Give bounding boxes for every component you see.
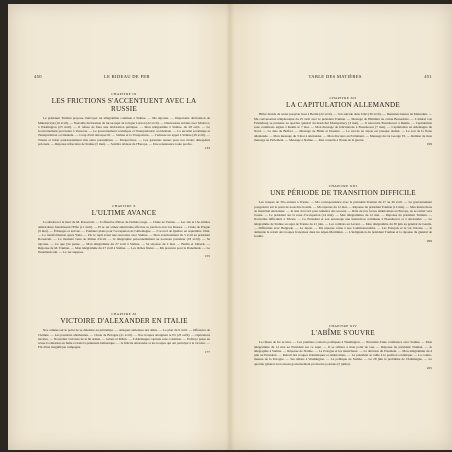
chapter-xii xyxy=(254,96,432,146)
chapter-page-ref: 199 xyxy=(426,142,432,146)
left-running-title: LE RIDEAU DE FER xyxy=(104,74,150,79)
chapter-label: CHAPITRE XIII xyxy=(328,184,358,188)
chapter-summary: Le rideau de fer se lève. — Les premiers contacts politiques à Washington. — Nécessité d'une conférence avec Staline. — Mon télégramme du 12 mai au Président sur ce sujet. — Il se ralliera à mon point de vue. — Réponse du président Truman. — Je télégraphie à Staline. — Réponse de Staline. — La Pologne et les maréchaux. — La décision du Président. — Mon télégramme du 4 juin au Président. — Retrait des troupes britanniques et américaines. — Le président se rallie à la position soviétique. — La contre-mesure de la Pologne. — Ses débats à Washington. — La politique de Staline. — Le 29 juin le problème de l'Allemagne. — Le quartier général au nouveau gouvernement provisoire polonais (5 juillet). xyxy=(254,340,432,366)
left-page-number: 450 xyxy=(34,74,42,79)
chapter-title: VICTOIRE D'ALEXANDER EN ITALIE xyxy=(60,317,188,326)
chapter-page-ref: 177 xyxy=(204,349,210,354)
chapter-title: L'ABÎME S'OUVRE xyxy=(311,329,375,338)
chapter-title: L'ULTIME AVANCE xyxy=(91,209,157,218)
chapter-ix xyxy=(38,92,210,150)
right-page xyxy=(230,4,452,450)
chapter-xiv xyxy=(254,324,432,370)
chapter-page-ref: 133 xyxy=(204,146,210,150)
chapter-page-ref: 155 xyxy=(204,254,210,259)
chapter-xi xyxy=(38,312,210,354)
chapter-label: CHAPITRE XII xyxy=(329,96,357,100)
book-spread xyxy=(8,4,452,450)
chapter-x xyxy=(38,204,210,259)
chapter-title: UNE PÉRIODE DE TRANSITION DIFFICILE xyxy=(270,189,416,198)
chapter-label: CHAPITRE X xyxy=(112,204,136,208)
chapter-summary: Nos armées sur le point de se détendre au printemps. — Attaques aériennes des alliés. — Le plan du 9 avril. — Offensive de l'Armée. — Les positions allemandes. — Chute de Bologne (21 avril). — Nos troupes atteignent le Pô (23 avril). — Opérations navales. — Nouvelles victoires de la 8e armée. — Gênes et Milan. — L'Allemagne capitule sans condition. — Enfin je passe en revue la situation en Italie et dans la péninsule balkanique. — Je félicite Alexander et les troupes qui ont participé à la victoire. — Fin d'une magnifique campagne. xyxy=(38,328,210,350)
chapter-page-ref: 209 xyxy=(426,238,432,243)
chapter-summary: Hitler décide de rester jusqu'au bout à Berlin (22 avril). — Son suicide dans l'abri (30 avril). — Dernières heures de Mussolini. — Ma conversation téléphonique du 25 avril avec le président Truman. — Message de Himmler au comte Bernadotte. — L'amiral von Friedeburg se présente au quartier général du maréchal Montgomery (3 mai). — Il rencontre Eisenhower à Reims. — Capitulation sans conditions signée à Reims le 7 mai. — Mon message de félicitations à Eisenhower (7 mai). — Capitulation en Allemagne du Nord. — La date de Belfort. — Message de Hitler et Doenitz. — Le succès au Japon est presque réalisé. — Le sort de la flotte allemande. — Mon message du 3 mai à Alexander. — Mon discours au Parlement. — Message du roi George VI. — Remise de mon message au Parlement. — Message à Staline. — Mes conseils à l'issue de la guerre. xyxy=(254,112,432,142)
chapter-page-ref: 225 xyxy=(426,365,432,370)
chapter-summary: Le président Truman propose d'envoyer un télégramme commun à Staline. — Ma réponse. — Importante déclaration de Mikołajczyk (16 avril). — Nouvelle déclaration de lui au sujet de la ligne Curzon (22 avril). — Discussions stériles avec Molotov, à Washington (23 avril). — Il refuse de faire une déclaration publique. — Mon télégramme à Staline, du 28 avril. — Le Gouvernement provisoire à Varsovie. — Le gouvernement soviétique et l'interprétation occidentale. — La sécurité soviétique et l'interprétation occidentale. — Coup d'œil rétrospectif. — Staline et la Yougoslavie. — J'adresse un appel à Staline (29 avril). — Trieste et Istrie paradoxalement mis entre parenthèses. — Perspectives. — Les garanties tenues pour nos moins désespérés polonais. — Réponse réfractaire de Staline (5 mai). — Sombre tableau de l'Europe. — Une renaissance toute proche. xyxy=(38,116,211,146)
chapter-title: LES FRICTIONS S'ACCENTUENT AVEC LA RUSSIE xyxy=(51,97,197,114)
left-running-head xyxy=(34,74,212,79)
chapter-summary: Les troupes de Tito entrent à Trieste. — Ma correspondance avec le président Truman du 27 au 30 avril. — Le gouvernement yougoslave sur le point de nous être hostile. — Ma réponse du 12 mai. — Réponse du président Truman (12 mai). — Mes instructions au maréchal Alexander. — Je suis d'accord pour remettre des secours. — Rôle de nos forces américaines en Europe, de se retirer vers l'ouest. — Le président sur la zone d'occupation (14 mai). — Mes télégrammes du 12 mai. — Réponse du président Truman. — Nouvelles difficultés à Trieste. — Le Président et son entourage une instruction commune à Eisenhower et à Alexander. — Le télégramme de Staline au sujet de Trieste du 21 juin. — Les combats au Levant. — Mon télégramme du 30 juin au général de Gaulle. — Difficultés avec Belgrade. — Le Japon. — Ma réponse vaine à nos Commonwealths. — Les Français et le val d'Aoste. — Je demande le retrait des troupes françaises dans les Alpes-Maritimes. — L'indignation du président Truman et la réponse du général de Gaulle. xyxy=(254,200,432,239)
right-running-title: TABLE DES MATIÈRES xyxy=(308,74,362,79)
right-running-head xyxy=(246,74,432,79)
chapter-title: LA CAPITULATION ALLEMANDE xyxy=(286,101,400,110)
chapter-label: CHAPITRE XIV xyxy=(328,324,358,328)
chapter-label: CHAPITRE IX xyxy=(111,92,137,96)
chapter-xiii xyxy=(254,184,432,243)
chapter-summary: La situation à la mort de M. Roosevelt. — L'offensive d'hiver de l'armée rouge. — Chute de Vienne. — Les 12e et 13e armées américaines franchissent l'Elbe (11 avril). — Et le 1er armée américaine effectue sa jonction avec les Russes. — Chute de Prague (9 mai). — Échanges et arrivée. — Premiers plans pour l'occupation de l'Allemagne. — L'accord de Québec en septembre 1944. — La transformation après Yalta. — Par le repli avant une rencontre avec Staline. — Mon avertissement du 5 avril au président Roosevelt. — Le moment venu au milieu d'avril. — Je télégraphie personnellement au nouveau président (18 avril). — Sa réponse. — Ce que j'en pense. — Mon télégramme du 27 avril à Staline. — Sa réponse du 2 mai. — Berlin et Lübeck. — Réponse de M. Truman. — Mon télégramme du 27 avril à Staline. — Les tâches fixées. — Ma pression pour le Danemark. — Le Danemark suit. — Le 1er suppose. xyxy=(38,220,210,254)
right-page-number: 451 xyxy=(424,74,432,79)
left-page xyxy=(8,4,230,450)
chapter-label: CHAPITRE XI xyxy=(111,312,137,316)
